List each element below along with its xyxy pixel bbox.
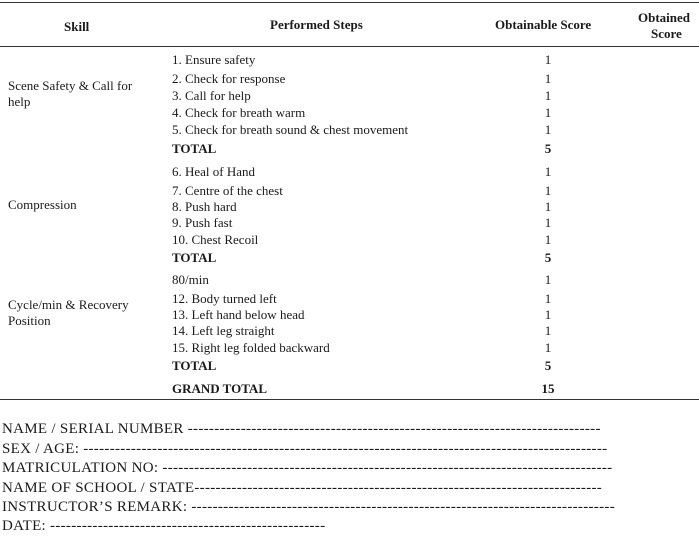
- sex-age-field[interactable]: SEX / AGE: ---------------------------------------------------------------------------------------------------: [2, 441, 608, 457]
- step-row: 3. Call for help: [172, 88, 251, 103]
- instructor-remark-field[interactable]: INSTRUCTOR’S REMARK: --------------------------------------------------------------------------------: [2, 499, 615, 515]
- skill-scene-safety-line1: Scene Safety & Call for: [8, 78, 133, 93]
- step-score: 1: [544, 307, 552, 322]
- step-row: 10. Chest Recoil: [172, 232, 259, 247]
- table-top-rule: [0, 2, 699, 3]
- step-score: 1: [544, 122, 552, 137]
- skill-cycle-recovery-line1: Cycle/min & Recovery: [8, 297, 129, 312]
- name-serial-field[interactable]: NAME / SERIAL NUMBER ------------------------------------------------------------------------------: [2, 421, 601, 437]
- step-score: 1: [544, 199, 552, 214]
- step-score: 1: [544, 323, 552, 338]
- step-row: 7. Centre of the chest: [172, 183, 283, 198]
- step-row: 9. Push fast: [172, 215, 233, 230]
- step-row: 2. Check for response: [172, 71, 286, 86]
- grand-total-label: GRAND TOTAL: [172, 381, 267, 396]
- skill-cycle-recovery-line2: Position: [8, 313, 51, 328]
- step-score: 1: [544, 183, 552, 198]
- step-score: 1: [544, 52, 552, 67]
- step-row: 8. Push hard: [172, 199, 237, 214]
- step-row: 1. Ensure safety: [172, 52, 256, 67]
- step-row: 14. Left leg straight: [172, 323, 275, 338]
- step-score: 1: [544, 164, 552, 179]
- header-obtainable-score: Obtainable Score: [495, 17, 592, 32]
- step-row: 4. Check for breath warm: [172, 105, 306, 120]
- school-state-field[interactable]: NAME OF SCHOOL / STATE-----------------------------------------------------------------------------: [2, 480, 603, 496]
- total-label: TOTAL: [172, 250, 217, 265]
- header-obtained-score-line2: Score: [651, 26, 682, 41]
- step-score: 1: [544, 215, 552, 230]
- total-score: 5: [544, 141, 552, 156]
- date-field[interactable]: DATE: ----------------------------------------------------: [2, 518, 326, 534]
- header-obtained-score-line1: Obtained: [638, 10, 691, 25]
- header-performed-steps: Performed Steps: [270, 17, 363, 32]
- header-skill: Skill: [64, 19, 90, 34]
- matriculation-no-field[interactable]: MATRICULATION NO: -------------------------------------------------------------------------------------: [2, 460, 613, 476]
- step-score: 1: [544, 232, 552, 247]
- table-header-rule: [0, 46, 699, 47]
- step-score: 1: [544, 105, 552, 120]
- table-bottom-rule: [0, 399, 699, 400]
- step-row: 5. Check for breath sound & chest movement: [172, 122, 409, 137]
- step-row: 6. Heal of Hand: [172, 164, 256, 179]
- step-row: 80/min: [172, 272, 209, 287]
- step-score: 1: [544, 71, 552, 86]
- total-label: TOTAL: [172, 358, 217, 373]
- step-score: 1: [544, 272, 552, 287]
- grand-total-score: 15: [541, 381, 555, 396]
- step-row: 13. Left hand below head: [172, 307, 305, 322]
- step-score: 1: [544, 88, 552, 103]
- total-score: 5: [544, 250, 552, 265]
- step-row: 15. Right leg folded backward: [172, 340, 330, 355]
- total-label: TOTAL: [172, 141, 217, 156]
- skill-compression: Compression: [8, 197, 77, 212]
- total-score: 5: [544, 358, 552, 373]
- step-score: 1: [544, 291, 552, 306]
- step-score: 1: [544, 340, 552, 355]
- step-row: 12. Body turned left: [172, 291, 277, 306]
- skill-scene-safety-line2: help: [8, 94, 31, 109]
